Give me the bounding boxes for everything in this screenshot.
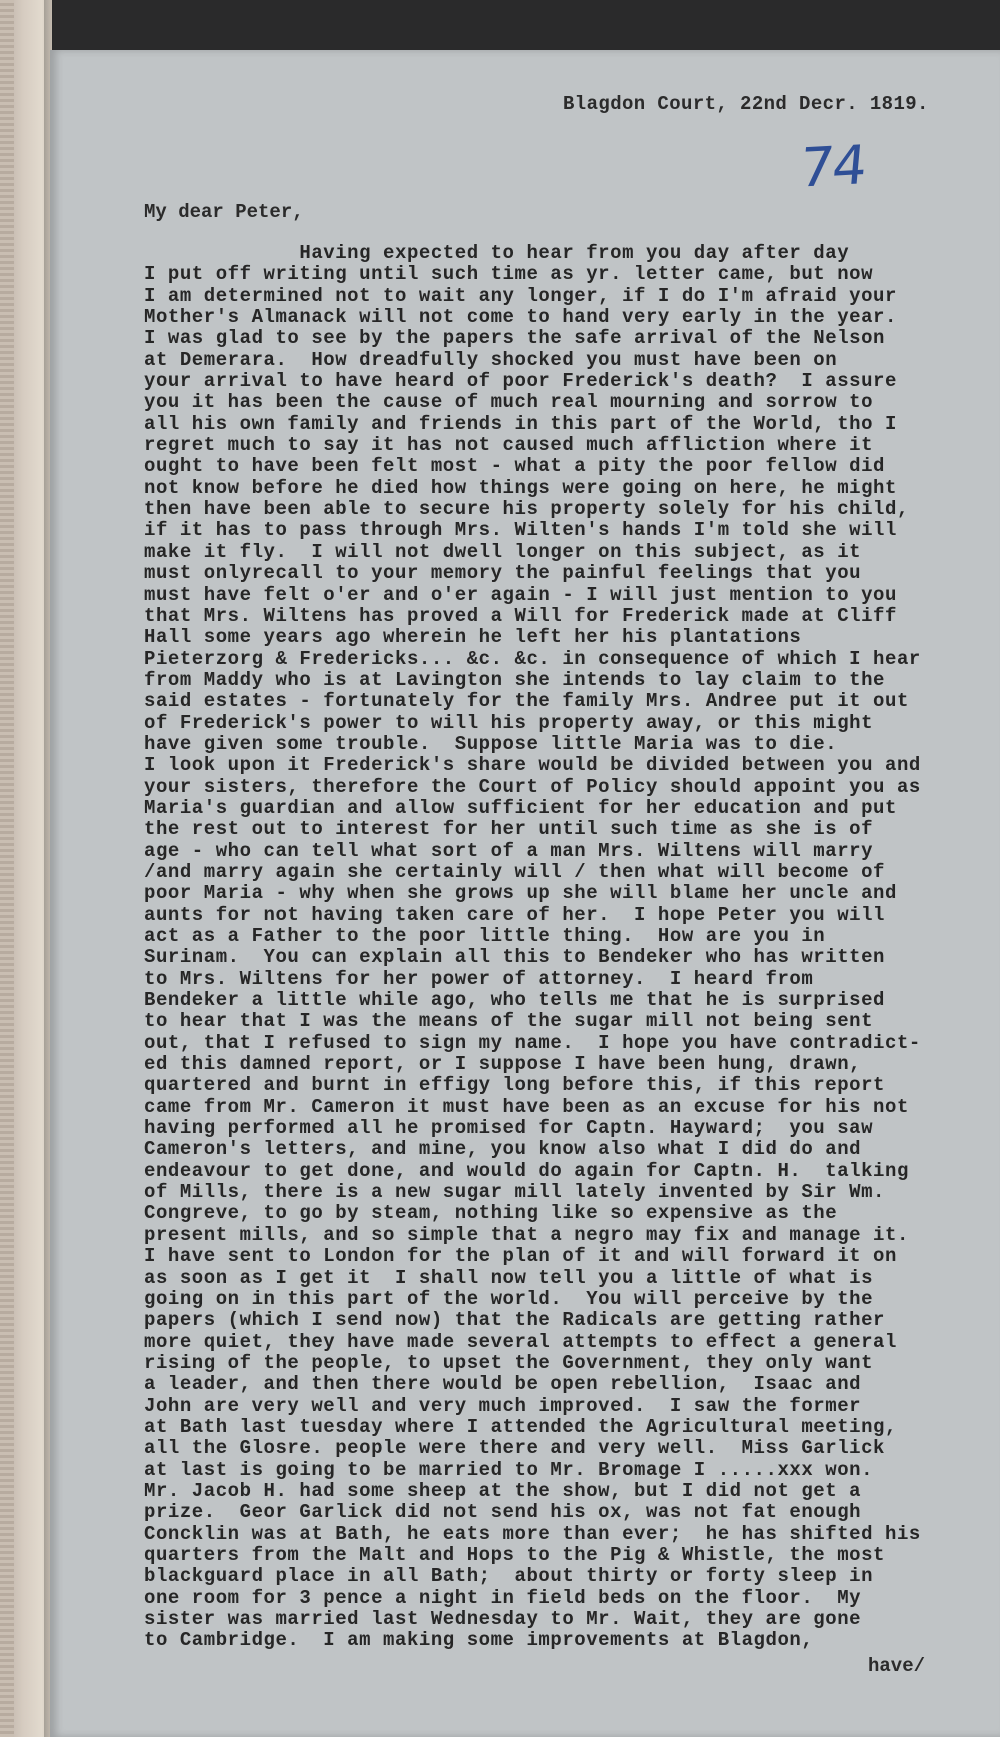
binder-page-edges [0, 0, 14, 1737]
letter-line: papers (which I send now) that the Radicals are getting rather [144, 1309, 886, 1332]
letter-dateline: Blagdon Court, 22nd Decr. 1819. [563, 93, 929, 115]
folio-number-annotation: 74 [797, 133, 868, 200]
letter-line: regret much to say it has not caused much affliction where it [144, 434, 874, 457]
letter-line: I am determined not to wait any longer, if I do I'm afraid your [144, 284, 897, 307]
letter-line: your sisters, therefore the Court of Policy should appoint you as [144, 775, 921, 798]
letter-line: present mills, and so simple that a negro may fix and manage it. [144, 1223, 909, 1246]
letter-line: to hear that I was the means of the sugar mill not being sent [144, 1010, 874, 1033]
letter-line: endeavour to get done, and would do again for Captn. H. talking [144, 1159, 909, 1182]
letter-line: must have felt o'er and o'er again - I will just mention to you [144, 583, 897, 606]
letter-line: ed this damned report, or I suppose I have been hung, drawn, [144, 1053, 862, 1076]
letter-line: I look upon it Frederick's share would be divided between you and [144, 754, 921, 777]
letter-line: must onlyrecall to your memory the painful feelings that you [144, 562, 862, 585]
letter-line: Hall some years ago wherein he left her his plantations [144, 626, 802, 649]
letter-line: quarters from the Malt and Hops to the Pig & Whistle, the most [144, 1543, 886, 1566]
letter-line: at last is going to be married to Mr. Bromage I .....xxx won. [144, 1458, 874, 1481]
letter-line: all his own family and friends in this part of the World, tho I [144, 412, 897, 435]
letter-line: came from Mr. Cameron it must have been as an excuse for his not [144, 1095, 909, 1118]
letter-line: out, that I refused to sign my name. I hope you have contradict- [144, 1031, 921, 1054]
letter-line: at Demerara. How dreadfully shocked you must have been on [144, 348, 838, 371]
letter-line: having performed all he promised for Captn. Hayward; you saw [144, 1117, 874, 1140]
letter-line: Mr. Jacob H. had some sheep at the show, but I did not get a [144, 1479, 862, 1502]
letter-line: Having expected to hear from you day after day [144, 242, 850, 264]
letter-line: poor Maria - why when she grows up she will blame her uncle and [144, 882, 897, 905]
letter-line: age - who can tell what sort of a man Mrs. Wiltens will marry [144, 839, 874, 862]
letter-line: Maria's guardian and allow sufficient for her education and put [144, 796, 897, 819]
letter-line: rising of the people, to upset the Government, they only want [144, 1351, 874, 1374]
letter-line: you it has been the cause of much real mourning and sorrow to [144, 391, 874, 414]
letter-line: I was glad to see by the papers the safe arrival of the Nelson [144, 327, 886, 350]
letter-line: John are very well and very much improved. I saw the former [144, 1394, 862, 1417]
letter-line: Congreve, to go by steam, nothing like so expensive as the [144, 1202, 838, 1225]
letter-line: have given some trouble. Suppose little Maria was to die. [144, 732, 838, 755]
letter-line: ought to have been felt most - what a pity the poor fellow did [144, 455, 886, 478]
letter-line: of Frederick's power to will his property away, or this might [144, 711, 874, 734]
letter-line: aunts for not having taken care of her. I hope Peter you will [144, 903, 886, 926]
letter-line: Cameron's letters, and mine, you know also what I did do and [144, 1138, 862, 1161]
letter-line: I put off writing until such time as yr. letter came, but now [144, 263, 874, 286]
letter-line: Concklin was at Bath, he eats more than ever; he has shifted his [144, 1522, 921, 1545]
letter-line: prize. Geor Garlick did not send his ox, was not fat enough [144, 1501, 862, 1524]
letter-salutation: My dear Peter, [144, 201, 304, 223]
letter-line: blackguard place in all Bath; about thirty or forty sleep in [144, 1565, 874, 1588]
letter-line: act as a Father to the poor little thing. How are you in [144, 925, 826, 947]
letter-line: going on in this part of the world. You will perceive by the [144, 1287, 874, 1310]
binder-spine [0, 0, 52, 1737]
letter-line: to Cambridge. I am making some improvements at Blagdon, [144, 1629, 814, 1652]
letter-line: one room for 3 pence a night in field beds on the floor. My [144, 1586, 862, 1609]
letter-line: then have been able to secure his property solely for his child, [144, 498, 909, 521]
letter-line: the rest out to interest for her until such time as she is of [144, 818, 874, 841]
letter-line: a leader, and then there would be open rebellion, Isaac and [144, 1373, 862, 1396]
letter-line: Pieterzorg & Fredericks... &c. &c. in consequence of which I hear [144, 647, 921, 670]
letter-line: your arrival to have heard of poor Frederick's death? I assure [144, 370, 897, 393]
letter-line: I have sent to London for the plan of it and will forward it on [144, 1245, 897, 1268]
letter-line: that Mrs. Wiltens has proved a Will for Frederick made at Cliff [144, 604, 897, 627]
letter-line: Bendeker a little while ago, who tells me that he is surprised [144, 989, 886, 1012]
letter-line: from Maddy who is at Lavington she intends to lay claim to the [144, 668, 886, 691]
letter-line: quartered and burnt in effigy long before this, if this report [144, 1074, 886, 1097]
letter-line: Mother's Almanack will not come to hand very early in the year. [144, 306, 897, 329]
letter-body [144, 243, 921, 1652]
letter-line: sister was married last Wednesday to Mr. Wait, they are gone [144, 1608, 862, 1630]
letter-line: more quiet, they have made several attempts to effect a general [144, 1330, 897, 1353]
letter-line: make it fly. I will not dwell longer on this subject, as it [144, 540, 862, 563]
letter-line: /and marry again she certainly will / then what will become of [144, 860, 886, 883]
letter-line: if it has to pass through Mrs. Wilten's hands I'm told she will [144, 519, 897, 542]
letter-line: said estates - fortunately for the family Mrs. Andree put it out [144, 690, 909, 713]
letter-line: not know before he died how things were going on here, he might [144, 476, 897, 499]
letter-line: at Bath last tuesday where I attended the Agricultural meeting, [144, 1415, 897, 1438]
letter-line: Surinam. You can explain all this to Bendeker who has written [144, 946, 886, 969]
letter-line: as soon as I get it I shall now tell you a little of what is [144, 1266, 874, 1289]
letter-line: of Mills, there is a new sugar mill lately invented by Sir Wm. [144, 1181, 886, 1204]
letter-line: all the Glosre. people were there and very well. Miss Garlick [144, 1437, 886, 1460]
letter-line: to Mrs. Wiltens for her power of attorney. I heard from [144, 967, 814, 990]
letter-closing-catchword: have/ [868, 1655, 926, 1677]
